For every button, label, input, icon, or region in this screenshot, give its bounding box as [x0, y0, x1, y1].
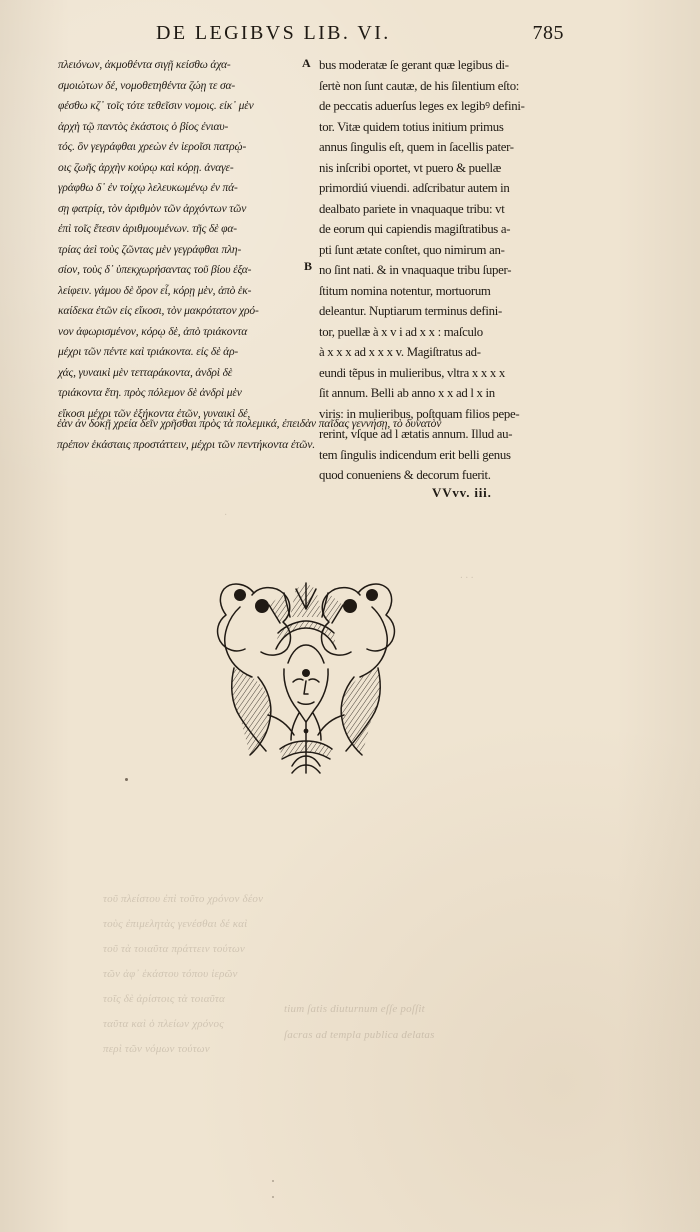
greek-line: χάς, γυναικὶ μὲν τετταράκοντα, ἀνδρὶ δὲ: [58, 366, 233, 379]
greek-line: εἴκοσι μέχρι τῶν ἑξήκοντα ἐτῶν, γυναικὶ δέ,: [58, 407, 251, 420]
page-header: [154, 22, 564, 52]
latin-line: ſit annum. Belli ab anno x x ad l x in: [319, 386, 495, 400]
marginal-marker-b: B: [304, 259, 313, 273]
marginal-marker-a: A: [302, 56, 311, 70]
bottom-greek-line: πρέπον ἑκάσταις προστάττειν, μέχρι τῶν πεντήκοντα ἐτῶν.: [57, 437, 316, 451]
latin-line: rerint, vſque ad l ætatis annum. Illud au-: [319, 427, 513, 441]
latin-line: de eorum qui capiendis magiſtratibus a-: [319, 222, 511, 236]
greek-line: ἐπὶ τοῖς ἔτεσιν ἀριθμουμένων. τῆς δὲ φα-: [58, 223, 237, 235]
latin-line: bus moderatæ ſe gerant quæ legibus di-: [319, 58, 509, 72]
page-number: 785: [532, 22, 564, 44]
ink-dot: [272, 1196, 274, 1198]
latin-line: primordiú viuendi. adſcribatur autem in: [319, 181, 510, 195]
greek-line: σῃ φατρίᾳ, τὸν ἀριθμὸν τῶν ἀρχόντων τῶν: [58, 202, 247, 215]
bleedthrough-text: περὶ τῶν νόμων τούτων: [103, 1043, 210, 1055]
latin-line: deleantur. Nuptiarum terminus defini-: [319, 304, 502, 318]
bottom-greek-line: ἐὰν ἀν δοκῇ χρεία δεῖν χρῆσθαι πρὸς τὰ πολεμικά, ἐπειδὰν παῖδας γεννήσῃ, τὸ δυνατὸν: [57, 417, 442, 430]
latin-line: ſtitum nomina notentur, mortuorum: [319, 283, 491, 298]
greek-line: καίδεκα ἐτῶν εἰς εἴκοσι, τὸν μακρότατον χρό-: [58, 305, 259, 317]
bleedthrough-text: τοὺς ἐπιμελητὰς γενέσθαι δέ καὶ: [103, 918, 248, 930]
greek-column: [58, 55, 304, 420]
latin-line: tor. Vitæ quidem totius initium primus: [319, 119, 504, 134]
latin-line: no ſint nati. & in vnaquaque tribu ſuper-: [319, 263, 512, 277]
greek-line: οις ζωῆς ἀρχὴν κούρῳ καὶ κόρῃ. ἀναγε-: [58, 161, 234, 174]
latin-line: ſertè non ſunt cautæ, de his ſilentium eſto:: [319, 78, 520, 93]
latin-line: pti ſunt ætate conſtet, quo nimirum an-: [319, 242, 505, 257]
latin-line: tor, puellæ à x v i ad x x : maſculo: [319, 324, 483, 339]
bleedthrough-mark: ·: [224, 510, 228, 521]
latin-line: annus ſingulis eſt, quem in ſacellis pater-: [319, 140, 514, 154]
greek-line: ἀρχὴ τῷ παντὸς ἑκάστοις ὁ βίος ἐνιαυ-: [58, 120, 229, 133]
greek-line: πλειόνων, ἀκμοθέντα σιγῇ κείσθω ἀχα-: [58, 59, 231, 71]
bleedthrough-text: tium ſatis diuturnum eſſe poſſit: [284, 1003, 425, 1015]
bleedthrough-text: τοῖς δὲ ἀρίστοις τὰ τοιαῦτα: [103, 993, 226, 1005]
ink-dot: [125, 778, 128, 781]
greek-line: σίον, τοὺς δ᾽ ὑπεκχωρήσαντας τοῦ βίου ἐξα-: [58, 264, 252, 276]
ink-dot: [272, 1180, 274, 1182]
latin-line: viris: in mulieribus, poſtquam filios pepe-: [319, 406, 520, 421]
bleedthrough-text: τοῦ τὰ τοιαῦτα πράττειν τούτων: [103, 943, 246, 955]
latin-line: tem ſingulis indicendum erit belli genus: [319, 447, 511, 462]
latin-line: eundi tẽpus in mulieribus, vltra x x x x: [319, 365, 505, 380]
head-and-foliage-ornament-icon: [196, 573, 416, 793]
greek-line: γράφθω δ᾽ ἐν τοίχῳ λελευκωμένῳ ἐν πά-: [58, 182, 238, 194]
latin-line: nis inſcribi oportet, vt puero & puellæ: [319, 160, 502, 175]
latin-line: de peccatis aduerſus leges ex legibꝰ defini-: [319, 99, 525, 113]
running-head: DE LEGIBVS LIB. VI.: [156, 22, 391, 44]
greek-line: μέχρι τῶν πέντε καὶ τριάκοντα. εἰς δὲ ἀρ-: [58, 346, 239, 358]
bleedthrough-text: τῶν ἀφ᾽ ἑκάστου τόπου ἱερῶν: [103, 968, 238, 980]
signature-mark: VVvv. iii.: [432, 485, 492, 500]
greek-line: τριάκοντα ἔτη. πρὸς πόλεμον δὲ ἀνδρὶ μὲν: [58, 387, 242, 399]
greek-line: νον ἀφωρισμένον, κόρῳ δὲ, ἀπὸ τριάκοντα: [58, 325, 248, 338]
latin-column: [319, 55, 557, 482]
bottom-greek-paragraph: [57, 414, 557, 455]
bleedthrough-text: ταῦτα καὶ ὁ πλείων χρόνος: [103, 1018, 224, 1030]
bleedthrough-text: ſacras ad templa publica delatas: [284, 1029, 435, 1041]
latin-line: dealbato pariete in vnaquaque tribu: vt: [319, 201, 505, 216]
latin-line: à x x x ad x x x v. Magiſtratus ad-: [319, 345, 481, 359]
greek-line: φέσθω κζ᾽ τοῖς τότε τεθεῖσιν νομοις. εἰκ᾽ μὲν: [58, 100, 254, 112]
greek-line: τός. ὃν γεγράφθαι χρεὼν ἐν ἱεροῖσι πατρῴ-: [58, 141, 247, 153]
bleedthrough-text: τοῦ πλείστου ἐπὶ τοῦτο χρόνον δέον: [103, 893, 264, 905]
bleedthrough-mark: · · ·: [460, 573, 474, 584]
latin-line: quod conueniens & decorum fuerit.: [319, 468, 491, 482]
greek-line: τρίας ἀεὶ τοὺς ζῶντας μὲν γεγράφθαι πλη-: [58, 243, 242, 256]
greek-line: σμοιώτων δέ, νομοθετηθέντα ζώῃ τε σα-: [58, 79, 236, 92]
greek-line: λείφειν. γάμου δὲ ὅρον εἶ, κόρῃ μὲν, ἀπὸ ἑκ-: [58, 284, 252, 297]
